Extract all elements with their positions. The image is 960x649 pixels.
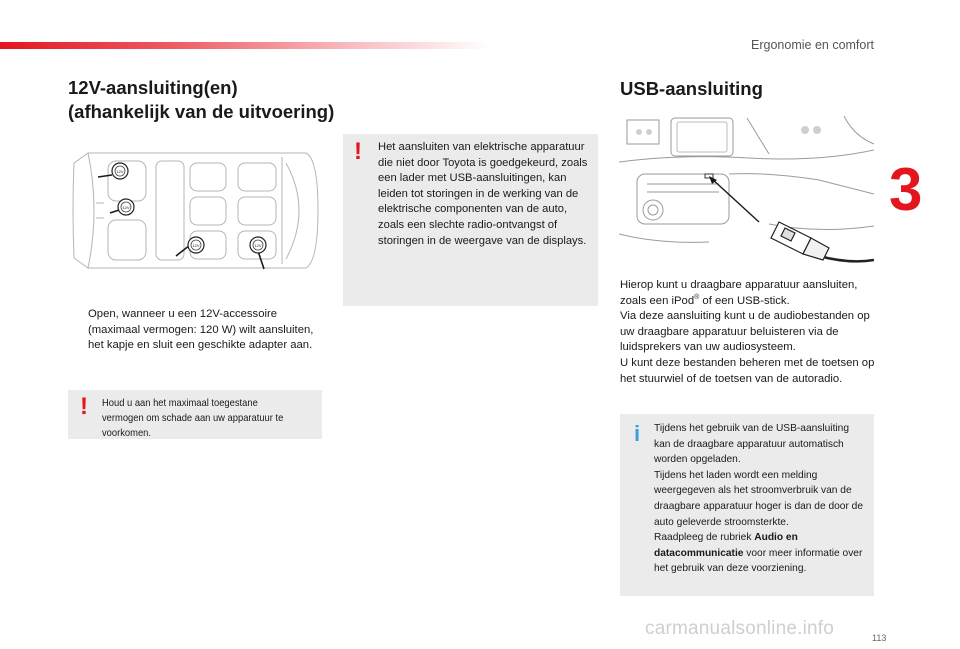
warning-text-accessories: Het aansluiten van elektrische apparatuur die niet door Toyota is goedgekeurd, zoals een lader met USB-aansluitingen, kan leiden tot storingen in de werking van de elektrische componenten van de auto, zoals een slechte radio-ontvangst of storingen in de weergave van de displays. <box>378 141 588 247</box>
info-para-3-end: voor meer informatie over het gebruik van deze voorziening. <box>654 547 863 575</box>
usb-para-3: U kunt deze bestanden beheren met de toetsen op het stuurwiel of de toetsen van de autoradio. <box>620 356 875 385</box>
warning-icon: ! <box>354 138 362 165</box>
registered-mark: ® <box>694 293 700 301</box>
12v-socket-icon <box>188 237 204 253</box>
warning-icon: ! <box>80 393 88 420</box>
12v-socket-icon <box>112 163 128 179</box>
12v-socket-icon <box>118 199 134 215</box>
warning-box-power <box>68 390 322 439</box>
instruction-bullet <box>68 307 322 354</box>
info-para-3 <box>654 530 868 577</box>
page-number: 113 <box>872 633 887 643</box>
12v-socket-icon <box>250 237 266 253</box>
info-icon: i <box>634 421 641 446</box>
header-accent-bar <box>0 42 490 49</box>
watermark: carmanualsonline.info <box>645 618 835 639</box>
warning-box-accessories <box>343 134 598 306</box>
car-interior-illustration <box>68 143 322 278</box>
title-usb-socket: USB-aansluiting <box>620 78 763 99</box>
usb-para-1-text: Hierop kunt u draagbare apparatuur aansluiten, zoals een iPod <box>620 279 858 307</box>
title-12v-sockets <box>68 76 358 124</box>
socket-label: 12V <box>254 243 262 248</box>
usb-description <box>620 278 878 387</box>
usb-para-1 <box>620 278 878 309</box>
info-rubric-link: Audio en datacommunicatie <box>654 532 798 559</box>
socket-label: 12V <box>122 205 130 210</box>
usb-para-2: Via deze aansluiting kunt u de audiobestanden op uw draagbare apparatuur beluisteren via de luidsprekers van uw audiosysteem. <box>620 310 870 354</box>
info-box-usb-charging <box>620 414 874 596</box>
usb-socket-illustration <box>619 114 874 271</box>
info-para-2: Tijdens het laden wordt een melding weergegeven als het stroomverbruik van de draagbare apparatuur hoger is dan de door de auto geleverde stroomsterkte. <box>654 469 863 528</box>
title-12v-line2: (afhankelijk van de uitvoering) <box>68 101 335 122</box>
info-text <box>654 421 868 577</box>
socket-label: 12V <box>192 243 200 248</box>
section-title: Ergonomie en comfort <box>751 38 874 52</box>
info-para-3-start: Raadpleeg de rubriek <box>654 532 755 544</box>
socket-label: 12V <box>116 169 124 174</box>
warning-text-power: Houd u aan het maximaal toegestane vermogen om schade aan uw apparatuur te voorkomen. <box>102 398 284 439</box>
instruction-text: Open, wanneer u een 12V-accessoire (maximaal vermogen: 120 W) wilt aansluiten, het kapje en sluit een geschikte adapter aan. <box>88 308 314 352</box>
chapter-number: 3 <box>889 156 923 223</box>
usb-para-1-end: of een USB-stick. <box>699 294 790 307</box>
title-12v-line1: 12V-aansluiting(en) <box>68 77 238 98</box>
info-para-1: Tijdens het gebruik van de USB-aansluiting kan de draagbare apparatuur automatisch worden opgeladen. <box>654 423 849 466</box>
